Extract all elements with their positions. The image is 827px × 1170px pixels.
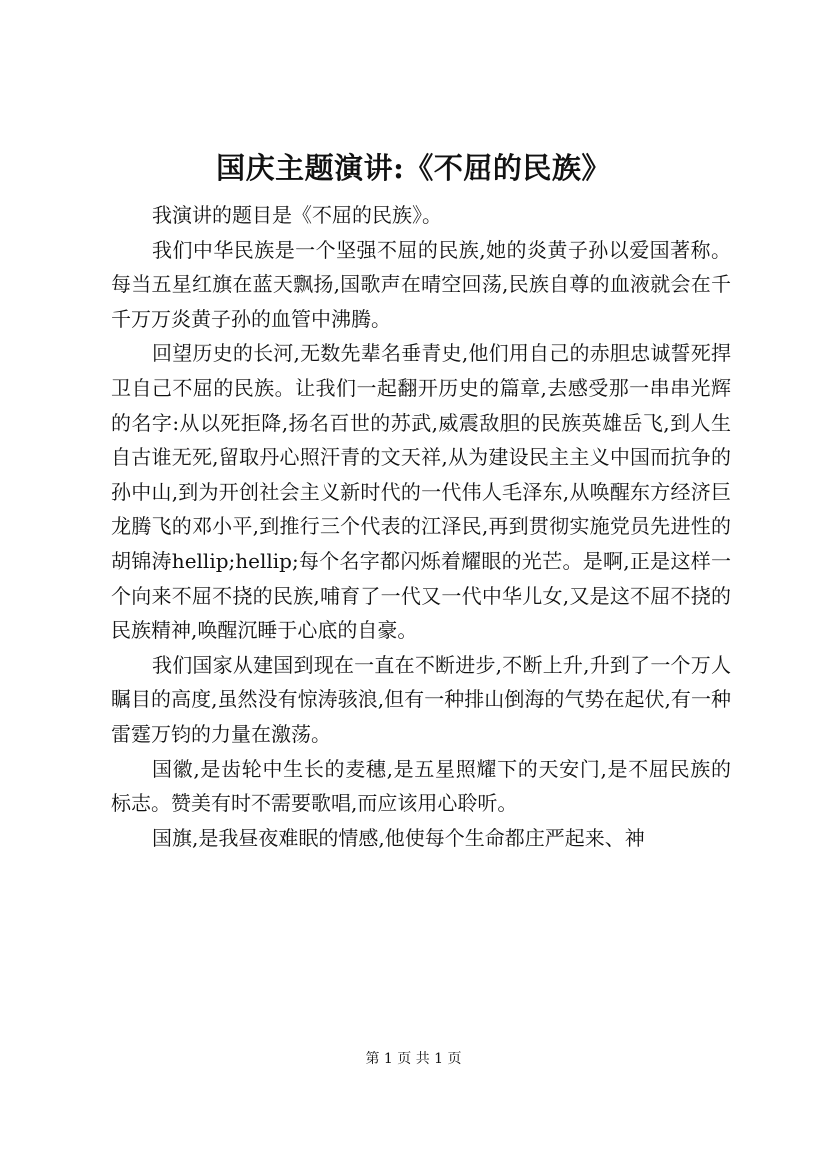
paragraph-3: 回望历史的长河,无数先辈名垂青史,他们用自己的赤胆忠诚誓死捍卫自己不屈的民族。让我们一起翻开历史的篇章,去感受那一串串光辉的名字:从以死拒降,扬名百世的苏武,威震敌胆的民族英雄岳飞,到人生自古谁无死,留取丹心照汗青的文天祥,从为建设民主主义中国而抗争的孙中山,到为开创社会主义新时代的一代伟人毛泽东,从唤醒东方经济巨龙腾飞的邓小平,到推行三个代表的江泽民,再到贯彻实施党员先进性的胡锦涛hellip;hellip;每个名字都闪烁着耀眼的光芒。是啊,正是这样一个向来不屈不挠的民族,哺育了一代又一代中华儿女,又是这不屈不挠的民族精神,唤醒沉睡于心底的自豪。 — [111, 341, 731, 643]
document-body — [111, 198, 731, 855]
paragraph-2: 我们中华民族是一个坚强不屈的民族,她的炎黄子孙以爱国著称。每当五星红旗在蓝天飘扬,国歌声在晴空回荡,民族自尊的血液就会在千千万万炎黄子孙的血管中沸腾。 — [111, 237, 731, 331]
paragraph-4: 我们国家从建国到现在一直在不断进步,不断上升,升到了一个万人瞩目的高度,虽然没有惊涛骇浪,但有一种排山倒海的气势在起伏,有一种雷霆万钧的力量在激荡。 — [111, 652, 731, 746]
paragraph-1: 我演讲的题目是《不屈的民族》。 — [152, 203, 442, 227]
paragraph-5: 国徽,是齿轮中生长的麦穗,是五星照耀下的天安门,是不屈民族的标志。赞美有时不需要歌唱,而应该用心聆听。 — [111, 756, 731, 816]
document-title: 国庆主题演讲:《不屈的民族》 — [216, 151, 611, 185]
page-number-footer: 第 1 页 共 1 页 — [365, 1051, 462, 1067]
paragraph-6: 国旗,是我昼夜难眠的情感,他使每个生命都庄严起来、神 — [152, 825, 645, 850]
